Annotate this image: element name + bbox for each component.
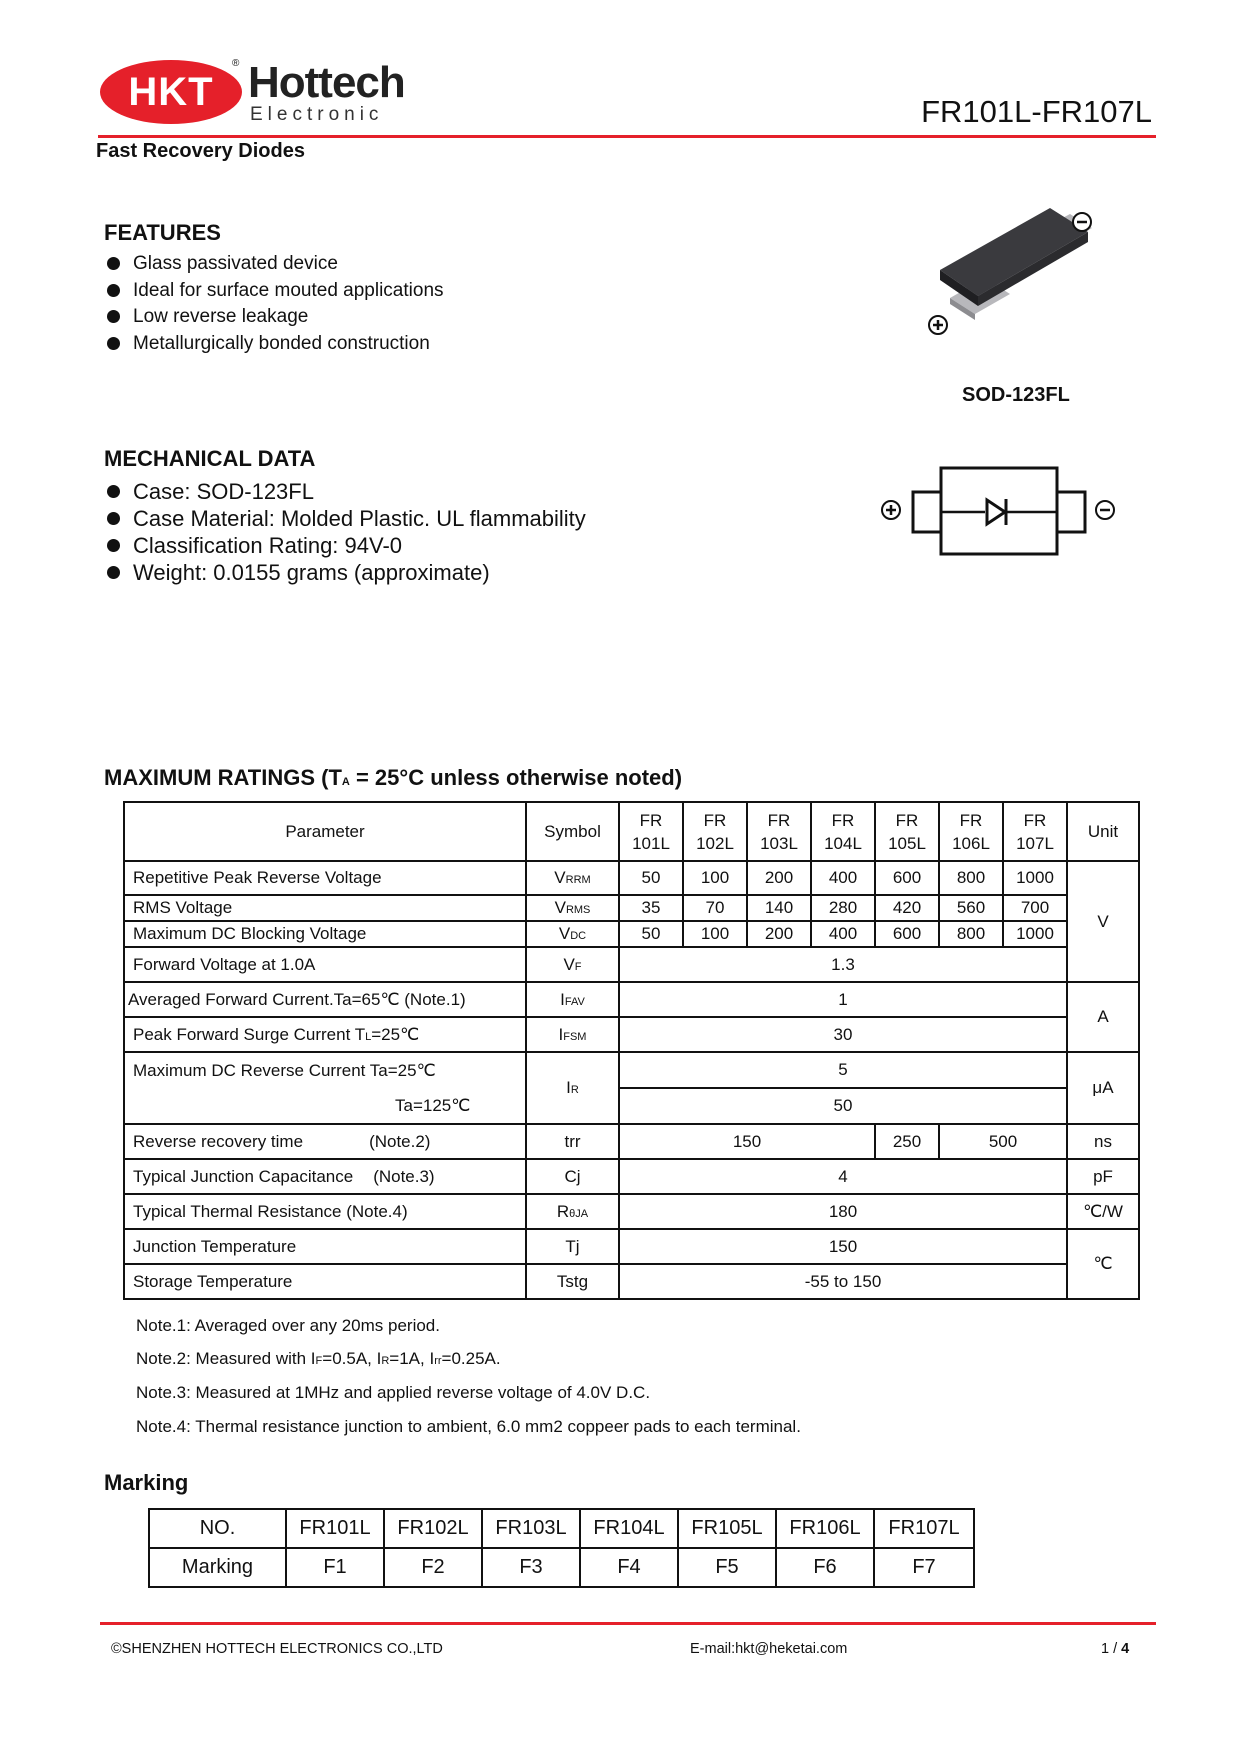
marking-no-label: NO.: [149, 1509, 286, 1548]
note-text: =0.5A, I: [322, 1349, 382, 1368]
symbol-main: I: [566, 1078, 571, 1097]
device-suffix: 103L: [760, 833, 798, 853]
marking-row-codes: [149, 1548, 974, 1587]
marking-table: [148, 1508, 975, 1588]
value-cell: 250: [875, 1124, 939, 1159]
table-row: [124, 1052, 1139, 1088]
device-prefix: FR: [767, 810, 791, 830]
value-cell: 100: [683, 921, 747, 947]
value-cell: 500: [939, 1124, 1067, 1159]
note-text: =1A, I: [389, 1349, 435, 1368]
value-cell: 800: [939, 861, 1003, 895]
value-cell: 180: [619, 1194, 1067, 1229]
marking-code: F6: [776, 1548, 874, 1587]
symbol-main: V: [563, 954, 575, 974]
logo-registered-mark: ®: [232, 58, 240, 69]
value-cell: 70: [683, 895, 747, 921]
table-row: [124, 895, 1139, 921]
value-cell: 50: [619, 1088, 1067, 1124]
marking-row-parts: [149, 1509, 974, 1548]
marking-code: F3: [482, 1548, 580, 1587]
param-text: Peak Forward Surge Current T: [133, 1024, 366, 1044]
table-row: [124, 1124, 1139, 1159]
package-image: [920, 200, 1110, 340]
value-cell: 280: [811, 895, 875, 921]
note-sub: rr: [434, 1355, 442, 1367]
value-cell: 200: [747, 861, 811, 895]
symbol-cj: Cj: [526, 1159, 619, 1194]
header-device: [811, 802, 875, 861]
logo-name: Hottech: [248, 58, 405, 107]
symbol-vdc: [526, 921, 619, 947]
symbol-tstg: Tstg: [526, 1264, 619, 1299]
param-tstg: Storage Temperature: [124, 1264, 526, 1299]
unit-microamps: μA: [1067, 1052, 1139, 1124]
ratings-heading-sub: A: [341, 776, 350, 788]
symbol-tj: Tj: [526, 1229, 619, 1264]
table-row: [124, 982, 1139, 1017]
symbol-ifav: [526, 982, 619, 1017]
symbol-sub: R: [570, 1084, 579, 1096]
param-sub: L: [365, 1030, 372, 1043]
note-sub: R: [381, 1355, 390, 1367]
device-suffix: 105L: [888, 833, 926, 853]
diode-symbol-diagram: [875, 462, 1125, 562]
mechanical-item: Case Material: Molded Plastic. UL flammability: [105, 505, 586, 532]
note-text: =0.25A.: [441, 1349, 501, 1368]
symbol-vrms: [526, 895, 619, 921]
value-cell: 400: [811, 921, 875, 947]
unit-pf: pF: [1067, 1159, 1139, 1194]
device-suffix: 104L: [824, 833, 862, 853]
logo-subtitle: Electronic: [250, 104, 384, 125]
header-device: [939, 802, 1003, 861]
symbol-main: I: [558, 1024, 564, 1044]
footer-company: ©SHENZHEN HOTTECH ELECTRONICS CO.,LTD: [111, 1641, 443, 1657]
table-row: [124, 1159, 1139, 1194]
mechanical-list: [105, 478, 586, 586]
param-trr: [124, 1124, 526, 1159]
symbol-sub: F: [574, 960, 582, 973]
feature-item: Ideal for surface mouted applications: [105, 278, 444, 305]
param-ir-line2: Ta=125℃: [395, 1096, 471, 1115]
value-cell: 800: [939, 921, 1003, 947]
marking-code: F4: [580, 1548, 678, 1587]
features-list: [105, 251, 444, 357]
header-device: [1003, 802, 1067, 861]
note-sub: F: [315, 1355, 323, 1367]
marking-code: F1: [286, 1548, 384, 1587]
unit-ns: ns: [1067, 1124, 1139, 1159]
header-symbol: Symbol: [526, 802, 619, 861]
feature-item: Glass passivated device: [105, 251, 444, 278]
value-cell: 1.3: [619, 947, 1067, 982]
param-vrrm: Repetitive Peak Reverse Voltage: [124, 861, 526, 895]
param-tj: Junction Temperature: [124, 1229, 526, 1264]
value-cell: 560: [939, 895, 1003, 921]
marking-part: FR105L: [678, 1509, 776, 1548]
header-device: [619, 802, 683, 861]
ratings-heading-text: MAXIMUM RATINGS (T: [104, 765, 342, 790]
header-divider: [98, 135, 1156, 138]
symbol-trr: trr: [526, 1124, 619, 1159]
marking-part: FR106L: [776, 1509, 874, 1548]
device-prefix: FR: [959, 810, 983, 830]
param-text-end: =25℃: [371, 1024, 420, 1044]
device-prefix: FR: [703, 810, 727, 830]
param-rth: Typical Thermal Resistance (Note.4): [124, 1194, 526, 1229]
symbol-ir: [526, 1052, 619, 1124]
symbol-main: V: [554, 868, 566, 887]
symbol-main: R: [556, 1201, 570, 1221]
value-cell: 400: [811, 861, 875, 895]
table-row: [124, 1264, 1139, 1299]
note-1: Note.1: Averaged over any 20ms period.: [136, 1316, 440, 1335]
footer-email: E-mail:hkt@heketai.com: [690, 1641, 848, 1657]
marking-code: F5: [678, 1548, 776, 1587]
table-row: [124, 921, 1139, 947]
plus-terminal-icon: [929, 316, 947, 334]
table-row: [124, 1017, 1139, 1052]
mechanical-item: Case: SOD-123FL: [105, 478, 586, 505]
symbol-main: V: [558, 924, 571, 943]
value-cell: 700: [1003, 895, 1067, 921]
param-note: (Note.2): [369, 1131, 431, 1151]
marking-heading: Marking: [104, 1470, 189, 1495]
device-prefix: FR: [831, 810, 855, 830]
cathode-minus-icon: [1096, 501, 1114, 519]
logo-badge: HKT: [100, 60, 242, 124]
device-suffix: 102L: [696, 833, 734, 853]
param-text: Typical Junction Capacitance: [133, 1166, 354, 1186]
symbol-sub: FSM: [563, 1030, 587, 1043]
symbol-vf: [526, 947, 619, 982]
feature-item: Metallurgically bonded construction: [105, 331, 444, 358]
value-cell: 5: [619, 1052, 1067, 1088]
param-vdc: Maximum DC Blocking Voltage: [124, 921, 526, 947]
symbol-rth: [526, 1194, 619, 1229]
note-2: [136, 1349, 501, 1369]
marking-mark-label: Marking: [149, 1548, 286, 1587]
param-ifav: Averaged Forward Current.Ta=65℃ (Note.1): [124, 982, 526, 1017]
param-text: Reverse recovery time: [133, 1131, 304, 1151]
param-ir: [124, 1052, 526, 1124]
device-prefix: FR: [639, 810, 663, 830]
symbol-sub: RMS: [565, 904, 591, 916]
device-suffix: 106L: [952, 833, 990, 853]
device-prefix: FR: [895, 810, 919, 830]
header-device: [747, 802, 811, 861]
value-cell: 50: [619, 921, 683, 947]
value-cell: 100: [683, 861, 747, 895]
table-header-row: [124, 802, 1139, 861]
anode-plus-icon: [882, 501, 900, 519]
table-row: [124, 1229, 1139, 1264]
header-device: [875, 802, 939, 861]
table-row: [124, 1194, 1139, 1229]
value-cell: 420: [875, 895, 939, 921]
value-cell: 150: [619, 1229, 1067, 1264]
symbol-sub: DC: [570, 930, 587, 942]
symbol-vrrm: [526, 861, 619, 895]
value-cell: 30: [619, 1017, 1067, 1052]
marking-part: FR101L: [286, 1509, 384, 1548]
header-unit: Unit: [1067, 802, 1139, 861]
value-cell: 35: [619, 895, 683, 921]
note-4: Note.4: Thermal resistance junction to ambient, 6.0 mm2 coppeer pads to each terminal.: [136, 1417, 801, 1436]
document-subtitle: Fast Recovery Diodes: [96, 140, 305, 162]
part-range-title: FR101L-FR107L: [921, 94, 1152, 129]
param-vf: Forward Voltage at 1.0A: [124, 947, 526, 982]
table-row: [124, 861, 1139, 895]
marking-part: FR104L: [580, 1509, 678, 1548]
value-cell: 50: [619, 861, 683, 895]
value-cell: -55 to 150: [619, 1264, 1067, 1299]
param-note: (Note.3): [373, 1166, 435, 1186]
minus-terminal-icon: [1073, 213, 1091, 231]
param-ifsm: [124, 1017, 526, 1052]
ratings-heading-text-end: = 25°C unless otherwise noted): [349, 765, 683, 790]
symbol-sub: θJA: [569, 1207, 589, 1220]
symbol-sub: RRM: [565, 874, 591, 886]
mechanical-item: Weight: 0.0155 grams (approximate): [105, 559, 586, 586]
value-cell: 1000: [1003, 861, 1067, 895]
features-heading: FEATURES: [104, 220, 221, 245]
page-total: 4: [1121, 1641, 1130, 1657]
marking-part: FR107L: [874, 1509, 974, 1548]
unit-volts: V: [1067, 861, 1139, 982]
unit-celsius: ℃: [1067, 1229, 1139, 1299]
marking-part: FR102L: [384, 1509, 482, 1548]
value-cell: 4: [619, 1159, 1067, 1194]
unit-amps: A: [1067, 982, 1139, 1052]
param-ir-line1: Maximum DC Reverse Current Ta=25℃: [133, 1061, 436, 1080]
param-vrms: RMS Voltage: [124, 895, 526, 921]
symbol-main: V: [554, 898, 566, 917]
feature-item: Low reverse leakage: [105, 304, 444, 331]
mechanical-item: Classification Rating: 94V-0: [105, 532, 586, 559]
note-3: Note.3: Measured at 1MHz and applied reverse voltage of 4.0V D.C.: [136, 1383, 651, 1402]
mechanical-heading: MECHANICAL DATA: [104, 446, 316, 471]
note-text: Note.2: Measured with I: [136, 1349, 316, 1368]
value-cell: 200: [747, 921, 811, 947]
footer-page-number: [1101, 1641, 1129, 1657]
symbol-ifsm: [526, 1017, 619, 1052]
device-suffix: 101L: [632, 833, 670, 853]
package-label: SOD-123FL: [962, 384, 1070, 406]
value-cell: 140: [747, 895, 811, 921]
device-suffix: 107L: [1016, 833, 1054, 853]
value-cell: 600: [875, 861, 939, 895]
marking-code: F7: [874, 1548, 974, 1587]
ratings-heading: [104, 765, 682, 791]
header-parameter: Parameter: [124, 802, 526, 861]
symbol-sub: FAV: [564, 995, 585, 1008]
value-cell: 600: [875, 921, 939, 947]
value-cell: 1000: [1003, 921, 1067, 947]
footer-divider: [100, 1622, 1156, 1625]
table-row: [124, 947, 1139, 982]
unit-cw: ℃/W: [1067, 1194, 1139, 1229]
page-current: 1 /: [1101, 1641, 1122, 1657]
device-prefix: FR: [1023, 810, 1047, 830]
symbol-main: I: [560, 989, 565, 1009]
param-cj: [124, 1159, 526, 1194]
marking-code: F2: [384, 1548, 482, 1587]
value-cell: 1: [619, 982, 1067, 1017]
marking-part: FR103L: [482, 1509, 580, 1548]
header-device: [683, 802, 747, 861]
value-cell: 150: [619, 1124, 875, 1159]
max-ratings-table: [123, 801, 1140, 1300]
